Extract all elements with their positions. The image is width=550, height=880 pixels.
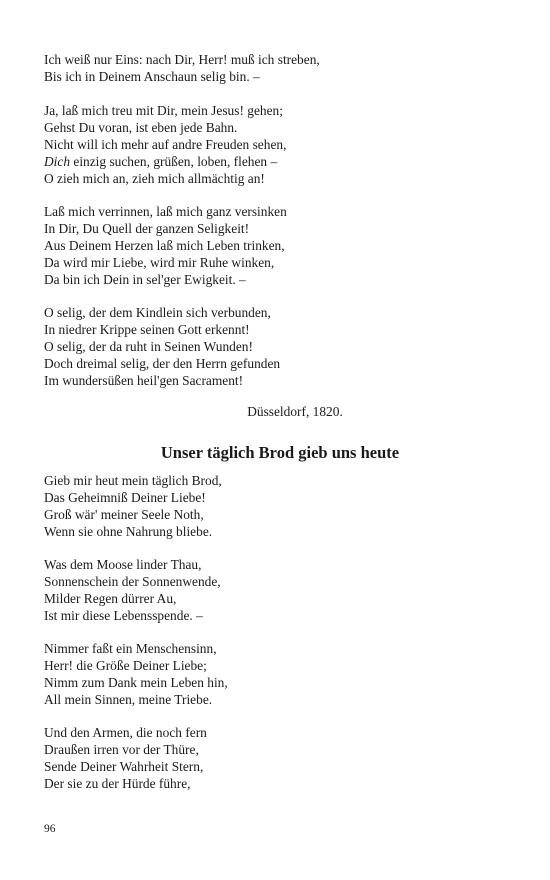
verse-line: O selig, der da ruht in Seinen Wunden! [44,339,253,354]
verse-line: Das Geheimniß Deiner Liebe! [44,490,206,505]
verse-line: Da bin ich Dein in sel'ger Ewigkeit. – [44,272,246,287]
verse-line: Ist mir diese Lebensspende. – [44,608,203,623]
verse-line: Ja, laß mich treu mit Dir, mein Jesus! gehen; [44,103,283,118]
poem2-stanza-3 [44,640,228,708]
verse-line: Doch dreimal selig, der den Herrn gefunden [44,356,281,371]
verse-line [44,153,286,170]
verse-line: In niedrer Krippe seinen Gott erkennt! [44,322,250,337]
poem2-stanza-4 [44,724,207,792]
poem2-stanza-2 [44,556,221,624]
verse-line: Und den Armen, die noch fern [44,725,207,740]
verse-line: O zieh mich an, zieh mich allmächtig an! [44,171,265,186]
verse-line: Bis ich in Deinem Anschaun selig bin. – [44,69,260,84]
poem1-stanza-3 [44,203,287,288]
verse-line: Sonnenschein der Sonnenwende, [44,574,221,589]
verse-line: Milder Regen dürrer Au, [44,591,177,606]
verse-line: Herr! die Größe Deiner Liebe; [44,658,207,673]
poem1-stanza-4 [44,304,280,389]
page-number: 96 [44,823,56,835]
verse-line: Nicht will ich mehr auf andre Freuden sehen, [44,137,287,152]
verse-line-rest: einzig suchen, grüßen, loben, flehen – [70,154,278,169]
verse-line: Der sie zu der Hürde führe, [44,776,191,791]
verse-line: Was dem Moose linder Thau, [44,557,202,572]
verse-line: Da wird mir Liebe, wird mir Ruhe winken, [44,255,275,270]
verse-line: In Dir, Du Quell der ganzen Seligkeit! [44,221,250,236]
poem-title: Unser täglich Brod gieb uns heute [160,443,400,462]
verse-line: Ich weiß nur Eins: nach Dir, Herr! muß ich streben, [44,52,320,67]
verse-line: O selig, der dem Kindlein sich verbunden, [44,305,271,320]
verse-line: Gieb mir heut mein täglich Brod, [44,473,222,488]
verse-line: Wenn sie ohne Nahrung bliebe. [44,524,213,539]
verse-line: Groß wär' meiner Seele Noth, [44,507,204,522]
verse-line: Laß mich verrinnen, laß mich ganz versinken [44,204,287,219]
poem2-stanza-1 [44,472,222,540]
verse-line: Gehst Du voran, ist eben jede Bahn. [44,120,238,135]
verse-line: Aus Deinem Herzen laß mich Leben trinken, [44,238,285,253]
verse-line: Draußen irren vor der Thüre, [44,742,199,757]
verse-line: Nimm zum Dank mein Leben hin, [44,675,228,690]
poem1-stanza-2 [44,102,286,187]
verse-line: Sende Deiner Wahrheit Stern, [44,759,204,774]
verse-line: Nimmer faßt ein Menschensinn, [44,641,217,656]
emphasized-word: Dich [44,154,71,169]
place-and-date: Düsseldorf, 1820. [247,404,343,419]
poem1-stanza-1 [44,51,320,85]
verse-line: Im wundersüßen heil'gen Sacrament! [44,373,244,388]
verse-line: All mein Sinnen, meine Triebe. [44,692,213,707]
